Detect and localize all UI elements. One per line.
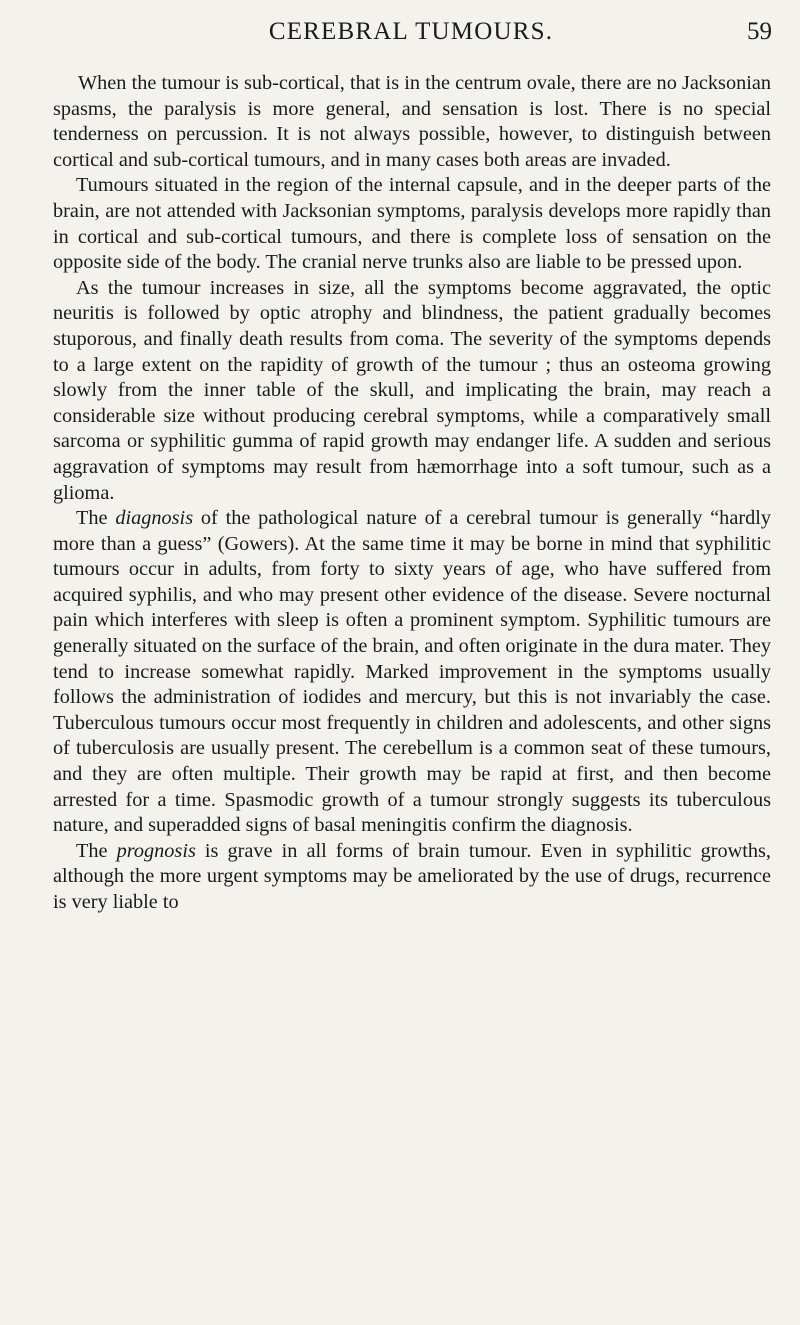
running-header (50, 16, 772, 56)
prognosis-term: prognosis (116, 839, 196, 862)
page-title: CEREBRAL TUMOURS. (268, 18, 554, 45)
paragraph-text: As the tumour increases in size, all the symptoms become aggravated, the optic neuritis is followed by optic atrophy and blindness, the patient gradually becomes stuporous, and finally death results from coma. The severity of the symptoms depends to a large extent on the rapidity of growth of the tumour ; thus an osteoma growing slowly from the inner table of the skull, and implicating the brain, may reach a considerable size without producing cerebral symptoms, while a comparatively small sarcoma or syphilitic gumma of rapid growth may endanger life. A sudden and serious aggravation of symptoms may result from hæmorrhage into a soft tumour, such as a glioma. (53, 276, 771, 504)
paragraph-text: Tumours situated in the region of the internal capsule, and in the deeper parts of the brain, are not attended with Jacksonian symptoms, paralysis develops more rapidly than in cortical and sub-cortical tumours, and there is complete loss of sensation on the opposite side of the body. The cranial nerve trunks also are liable to be pressed upon. (53, 174, 771, 274)
body-text (53, 71, 771, 916)
diagnosis-term: diagnosis (115, 507, 194, 530)
paragraph-lead: The (76, 507, 116, 530)
paragraph-text: of the pathological nature of a cerebral tumour is generally “hardly more than a guess” (Gowers). At the same time it may be borne in mind that syphilitic tumours occur in adults, from forty to sixty years of age, who have suffered from acquired syphilis, and who may present other evidence of the disease. Severe nocturnal pain which interferes with sleep is often a prominent symptom. Syphilitic tumours are generally situated on the surface of the brain, and often originate in the dura mater. They tend to increase somewhat rapidly. Marked improvement in the symptoms usually follows the administration of iodides and mercury, but this is not invariably the case. Tuberculous tumours occur most frequently in children and adolescents, and other signs of tuberculosis are usually present. The cerebellum is a common seat of these tumours, and they are often multiple. Their growth may be rapid at first, and then become arrested for a time. Spasmodic growth of a tumour strongly suggests its tuberculous nature, and superadded signs of basal meningitis confirm the diagnosis. (53, 507, 771, 837)
paragraph-text: is grave in all forms of brain tumour. Even in syphilitic growths, although the more urgent symptoms may be ameliorated by the use of drugs, recurrence is very liable to (53, 839, 771, 913)
paragraph-text: When the tumour is sub-cortical, that is in the centrum ovale, there are no Jacksonian spasms, the paralysis is more general, and sensation is lost. There is no special tenderness on percussion. It is not always possible, however, to distinguish between cortical and sub-cortical tumours, and in many cases both areas are invaded. (53, 72, 771, 171)
paragraph-internal-capsule (53, 173, 771, 275)
page-number: 59 (747, 18, 772, 45)
paragraph-prognosis (53, 839, 771, 916)
paragraph-progression (53, 276, 771, 506)
paragraph-lead: The (76, 839, 117, 862)
paragraph-subcortical (53, 71, 771, 173)
paragraph-diagnosis (53, 506, 771, 839)
